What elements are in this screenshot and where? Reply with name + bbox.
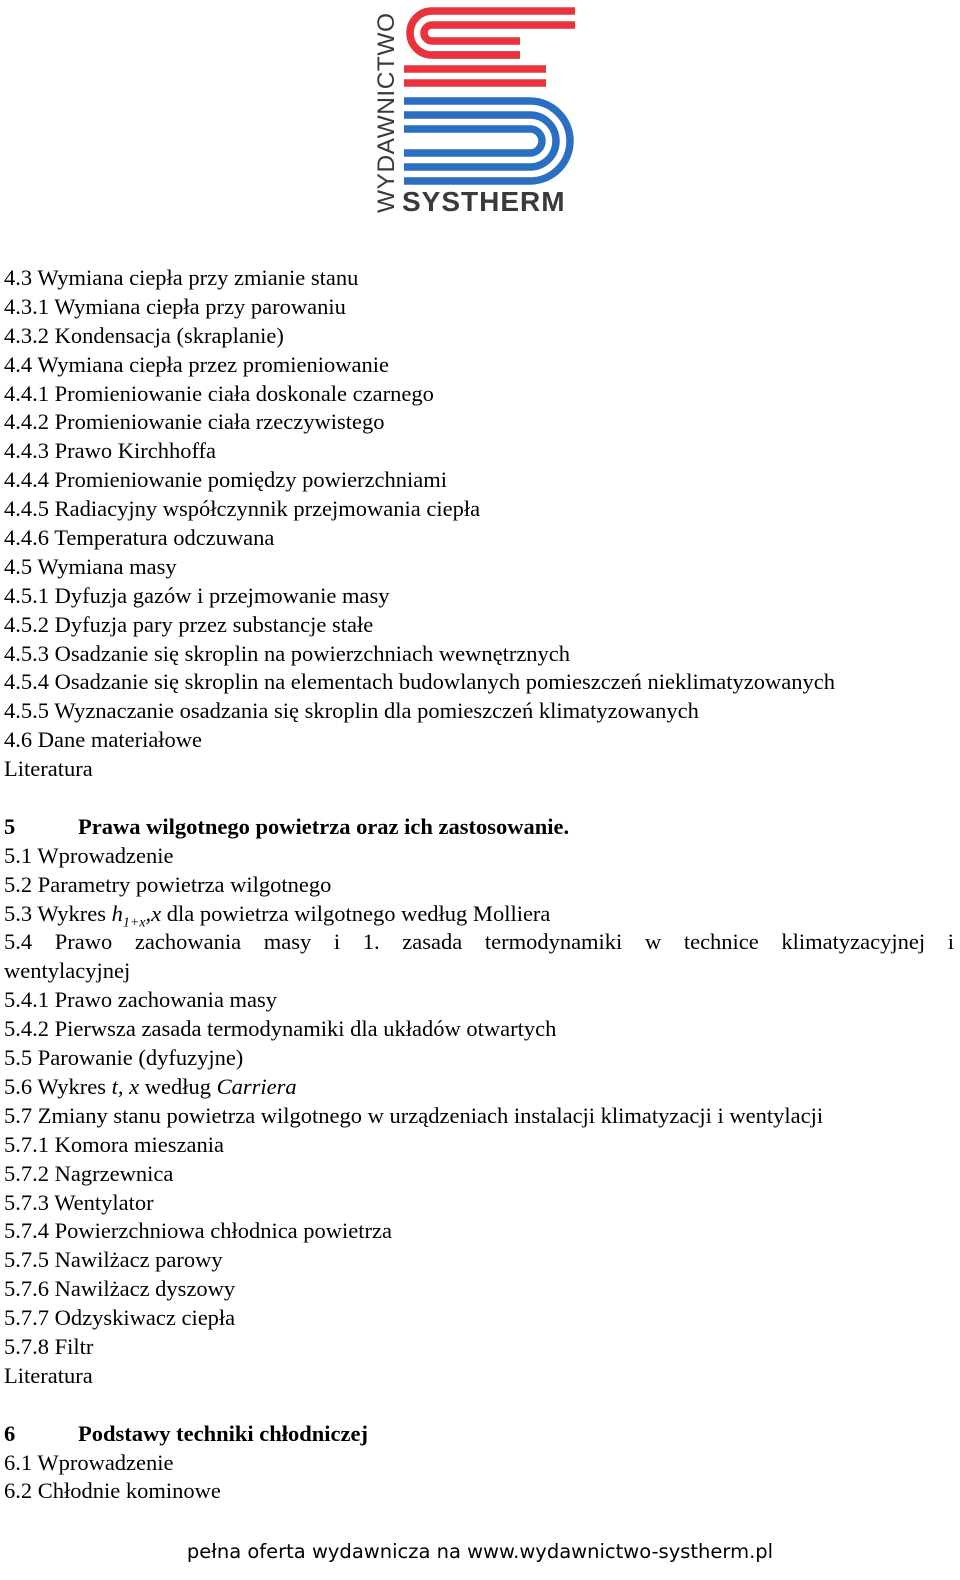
toc-entry: 5.2 Parametry powietrza wilgotnego bbox=[4, 871, 332, 897]
systherm-logo bbox=[370, 3, 580, 215]
toc-entry: 4.3.2 Kondensacja (skraplanie) bbox=[4, 322, 284, 348]
chapter-number: 5 bbox=[4, 813, 16, 839]
toc-entry: 4.4.5 Radiacyjny współczynnik przejmowania ciepła bbox=[4, 496, 481, 522]
logo-blue-stripes bbox=[404, 101, 570, 181]
toc-entry: 4.4 Wymiana ciepła przez promieniowanie bbox=[4, 351, 389, 377]
chapter-number: 6 bbox=[4, 1420, 16, 1446]
toc-entry: 6.2 Chłodnie kominowe bbox=[4, 1478, 221, 1504]
toc-entry: 4.5.4 Osadzanie się skroplin na elementach budowlanych pomieszczeń nieklimatyzowanych bbox=[4, 669, 835, 695]
spacer bbox=[4, 784, 954, 813]
toc-entry: 4.6 Dane materiałowe bbox=[4, 727, 203, 753]
chapter-5-heading bbox=[4, 813, 954, 842]
spacer bbox=[4, 1391, 954, 1420]
toc-entry bbox=[4, 1073, 954, 1102]
toc-entry: 5.4.1 Prawo zachowania masy bbox=[4, 987, 278, 1013]
toc-entry: 4.5.3 Osadzanie się skroplin na powierzchniach wewnętrznych bbox=[4, 640, 571, 666]
entry-prefix: 5.3 Wykres bbox=[4, 900, 112, 926]
footer bbox=[0, 1540, 960, 1563]
logo-vertical-text: WYDAWNICTWO bbox=[373, 12, 400, 213]
toc-entry: 5.7.4 Powierzchniowa chłodnica powietrza bbox=[4, 1218, 392, 1244]
symbol-x: ,x bbox=[145, 900, 162, 926]
toc-entry: 5.7.2 Nagrzewnica bbox=[4, 1160, 174, 1186]
logo-red-stripes bbox=[410, 11, 575, 55]
chapter-6-heading bbox=[4, 1420, 954, 1449]
toc-entry: 4.4.1 Promieniowanie ciała doskonale czarnego bbox=[4, 380, 434, 406]
toc-entry bbox=[4, 900, 954, 929]
toc-entry: 5.7.1 Komora mieszania bbox=[4, 1131, 224, 1157]
toc-entry: 5.7 Zmiany stanu powietrza wilgotnego w urządzeniach instalacji klimatyzacji i wentylacji bbox=[4, 1102, 824, 1128]
toc-entry: Literatura bbox=[4, 756, 93, 782]
toc-entry: 4.5 Wymiana masy bbox=[4, 553, 177, 579]
toc-entry: 4.4.4 Promieniowanie pomiędzy powierzchniami bbox=[4, 467, 448, 493]
toc-entry: Literatura bbox=[4, 1362, 93, 1388]
entry-suffix: dla powietrza wilgotnego według Molliera bbox=[161, 900, 551, 926]
toc-entry-wrapped: 5.4 Prawo zachowania masy i 1. zasada termodynamiki w technice klimatyzacyjnej i bbox=[4, 929, 954, 955]
toc-entry: 4.4.2 Promieniowanie ciała rzeczywistego bbox=[4, 409, 385, 435]
entry-mid: według bbox=[139, 1073, 217, 1099]
symbol-h: h bbox=[111, 900, 123, 926]
toc-entry: 5.5 Parowanie (dyfuzyjne) bbox=[4, 1045, 244, 1071]
toc-entry: 5.7.3 Wentylator bbox=[4, 1189, 154, 1215]
chapter-title: Podstawy techniki chłodniczej bbox=[78, 1420, 368, 1446]
logo-brand-text: SYSTHERM bbox=[402, 186, 566, 215]
chapter-title: Prawa wilgotnego powietrza oraz ich zastosowanie. bbox=[78, 813, 570, 839]
toc-block-chapter4 bbox=[4, 264, 954, 784]
toc-entry: 4.5.1 Dyfuzja gazów i przejmowanie masy bbox=[4, 582, 390, 608]
toc-entry: 4.4.6 Temperatura odczuwana bbox=[4, 525, 275, 551]
toc-entry-continuation: wentylacyjnej bbox=[4, 958, 131, 984]
footer-text[interactable]: pełna oferta wydawnicza na www.wydawnictwo-systherm.pl bbox=[186, 1540, 774, 1563]
toc-entry: 4.3.1 Wymiana ciepła przy parowaniu bbox=[4, 293, 346, 319]
table-of-contents bbox=[4, 264, 954, 1506]
entry-prefix: 5.6 Wykres bbox=[4, 1073, 112, 1099]
symbol-subscript: 1+x bbox=[122, 915, 146, 931]
toc-entry: 5.1 Wprowadzenie bbox=[4, 842, 174, 868]
toc-entry: 5.7.8 Filtr bbox=[4, 1333, 94, 1359]
toc-entry: 5.7.7 Odzyskiwacz ciepła bbox=[4, 1305, 236, 1331]
toc-entry: 4.5.2 Dyfuzja pary przez substancje stałe bbox=[4, 611, 374, 637]
logo-red-mid bbox=[404, 69, 546, 83]
toc-entry: 6.1 Wprowadzenie bbox=[4, 1449, 174, 1475]
toc-entry: 5.7.6 Nawilżacz dyszowy bbox=[4, 1276, 236, 1302]
toc-entry: 4.4.3 Prawo Kirchhoffa bbox=[4, 438, 217, 464]
toc-entry: 5.4.2 Pierwsza zasada termodynamiki dla układów otwartych bbox=[4, 1016, 557, 1042]
toc-entry: 4.5.5 Wyznaczanie osadzania się skroplin dla pomieszczeń klimatyzowanych bbox=[4, 698, 699, 724]
toc-entry: 5.7.5 Nawilżacz parowy bbox=[4, 1247, 223, 1273]
name-carrier: Carriera bbox=[216, 1073, 297, 1099]
symbol-tx: t, x bbox=[111, 1073, 140, 1099]
toc-entry: 4.3 Wymiana ciepła przy zmianie stanu bbox=[4, 265, 359, 290]
